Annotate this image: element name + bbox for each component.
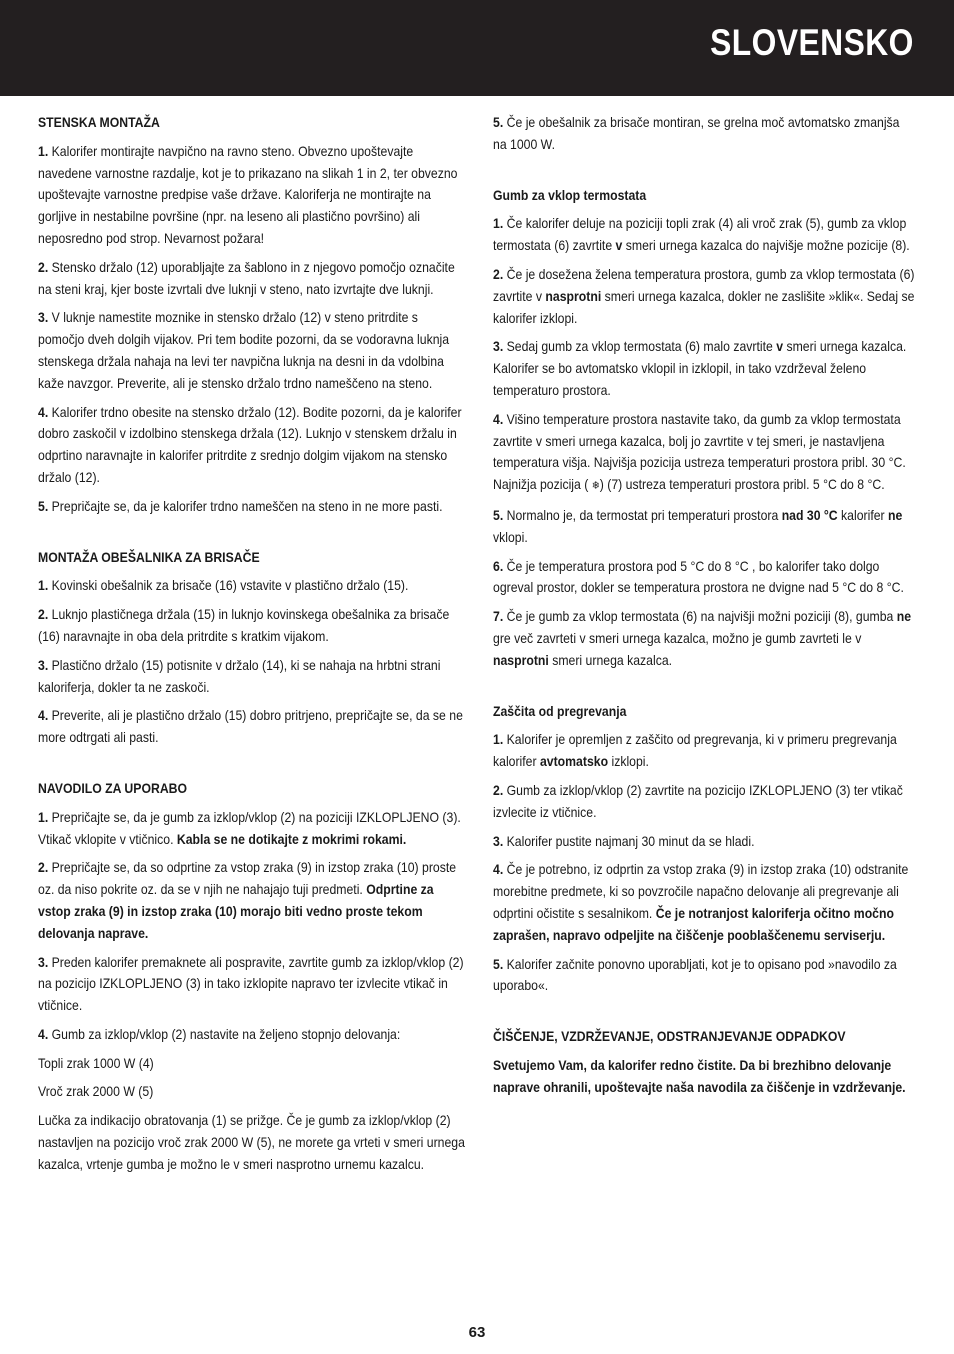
page-number: 63	[468, 1324, 486, 1341]
paragraph: 3. Plastično držalo (15) potisnite v držalo (14), ki se nahaja na hrbtni strani kaloriferja, dokler ta ne zaskoči.	[38, 656, 441, 695]
section-wall-mounting	[38, 112, 467, 518]
left-column	[38, 112, 467, 1183]
paragraph: 7. Če je gumb za vklop termostata (6) na najvišji možni poziciji (8), gumba ne gre več zavrteti v smeri urnega kazalca, možno je gumb zavrteti le v nasprotni smeri urnega kazalca.	[493, 608, 912, 668]
snowflake-icon: ❄	[591, 480, 600, 493]
header-bar	[0, 0, 954, 96]
paragraph: 3. V luknje namestite moznike in stensko držalo (12) v steno pritrdite s pomočjo dveh dolgih vijakov. Pri tem bodite pozorni, da se vodoravna luknja stenskega držala nahaja na levi ter navpična luknja na desni in da vdolbina kaže navzgor. Preverite, ali je stensko držalo trdno nameščeno na steno.	[38, 309, 450, 391]
paragraph: Vroč zrak 2000 W (5)	[38, 1083, 154, 1100]
paragraph: 1. Če kalorifer deluje na poziciji topli zrak (4) ali vroč zrak (5), gumb za vklop termostata (6) zavrtite v smeri urnega kazalca do najvišje možne pozicije (8).	[493, 215, 910, 254]
paragraph: 1. Kalorifer montirajte navpično na ravno steno. Obvezno upoštevajte navedene varnostne razdalje, kot je to prikazano na slikah 1 in 2, ter obvezno upoštevajte varnostne predpise vaše države. Kaloriferja ne montirajte na gorljive in nestabilne površine (npr. na leseno ali plastično površino) ali neposredno pod strop. Nevarnost požara!	[38, 142, 458, 246]
paragraph: 3. Sedaj gumb za vklop termostata (6) malo zavrtite v smeri urnega kazalca. Kalorifer se bo avtomatsko vklopil in izklopil, in tako vzdrževal želeno temperaturo prostora.	[493, 338, 907, 398]
paragraph: 6. Če je temperatura prostora pod 5 °C do 8 °C , bo kalorifer tako dolgo ogreval prostor, dokler se temperatura prostora ne dvigne nad 5 °C do 8 °C.	[493, 557, 904, 596]
paragraph: 2. Če je dosežena želena temperatura prostora, gumb za vklop termostata (6) zavrtite v nasprotni smeri urnega kazalca, dokler ne zaslišite »klik«. Sedaj se kalorifer izklopi.	[493, 265, 915, 326]
section-heading: NAVODILO ZA UPORABO	[38, 779, 188, 796]
paragraph: Lučka za indikacijo obratovanja (1) se prižge. Če je gumb za izklop/vklop (2) nastavljen na pozicijo vroč zrak 2000 W (5), ne morete ga vrteti v smeri urnega kazalca, vrtenje gumba je možno le v smeri nasprotno urnemu kazalcu.	[38, 1112, 465, 1172]
section-heading: Zaščita od pregrevanja	[493, 702, 627, 719]
paragraph: 1. Kovinski obešalnik za brisače (16) vstavite v plastično držalo (15).	[38, 577, 409, 594]
paragraph: 4. Gumb za izklop/vklop (2) nastavite na željeno stopnjo delovanja:	[38, 1025, 401, 1042]
paragraph: 4. Višino temperature prostora nastavite tako, da gumb za vklop termostata zavrtite v smeri urnega kazalca, bolj jo zavrtite v tej smeri, je nastavljena temperatura višja. Najvišja pozicija ustreza temperaturi prostora pribl. 30 °C. Najnižja pozicija ( ❄) (7) ustreza temperaturi prostora pribl. 5 °C do 8 °C.	[493, 410, 906, 493]
section-heading: Gumb za vklop termostata	[493, 186, 647, 203]
section-heading: MONTAŽA OBEŠALNIKA ZA BRISAČE	[38, 548, 260, 565]
paragraph: 3. Kalorifer pustite najmanj 30 minut da se hladi.	[493, 832, 755, 849]
paragraph: 5. Normalno je, da termostat pri temperaturi prostora nad 30 °C kalorifer ne vklopi.	[493, 506, 903, 545]
paragraph: Svetujemo Vam, da kalorifer redno čistite. Da bi brezhibno delovanje naprave ohranili, upoštevajte naša navodila za čiščenje in vzdrževanje.	[493, 1056, 906, 1095]
paragraph: 3. Preden kalorifer premaknete ali pospravite, zavrtite gumb za izklop/vklop (2) na pozicijo IZKLOPLJENO (3) in tako izklopite napravo ter izvlecite vtikač in vtičnice.	[38, 953, 464, 1014]
section-usage-instructions	[38, 778, 467, 1176]
language-title: SLOVENSKO	[710, 22, 914, 63]
section-overheat-protection	[493, 701, 915, 998]
section-heading: STENSKA MONTAŽA	[38, 114, 160, 130]
paragraph: 2. Gumb za izklop/vklop (2) zavrtite na pozicijo IZKLOPLJENO (3) ter vtikač izvlecite iz vtičnice.	[493, 781, 903, 820]
paragraph: 1. Kalorifer je opremljen z zaščito od pregrevanja, ki v primeru pregrevanja kalorifer avtomatsko izklopi.	[493, 731, 897, 770]
paragraph: 4. Če je potrebno, iz odprtin za vstop zraka (9) in izstop zraka (10) odstranite morebitne predmete, ki so povzročile napačno delovanje ali pregrevanje ali odprtini očistite s sesalnikom. Če je notranjost kaloriferja očitno močno zaprašen, napravo odpeljite na čiščenje pooblaščenemu serviserju.	[493, 861, 909, 943]
section-usage-continued	[493, 112, 915, 156]
section-thermostat	[493, 185, 915, 672]
section-towel-holder	[38, 547, 467, 749]
paragraph: 2. Stensko držalo (12) uporabljajte za šablono in z njegovo pomočjo označite na steni kraj, kjer boste izvrtali dve luknji v steno, nato izvrtajte dve luknji.	[38, 258, 455, 297]
right-column	[493, 112, 915, 1105]
paragraph: Topli zrak 1000 W (4)	[38, 1054, 154, 1071]
paragraph: 4. Kalorifer trdno obesite na stensko držalo (12). Bodite pozorni, da je kalorifer dobro zaskočil v izdolbino stenskega držala (12). Luknjo v stenskem držalu in odprtino naravnajte in kalorifer pritrdite z srednjo dolgim vijakom na stensko držalo (12).	[38, 403, 462, 485]
paragraph: 2. Prepričajte se, da so odprtine za vstop zraka (9) in izstop zraka (10) proste oz. da niso pokrite oz. da se v njih ne nahajajo tuji predmeti. Odprtine za vstop zraka (9) in izstop zraka (10) morajo biti vedno proste tekom delovanja naprave.	[38, 859, 457, 941]
paragraph: 1. Prepričajte se, da je gumb za izklop/vklop (2) na poziciji IZKLOPLJENO (3). Vtikač vklopite v vtičnico. Kabla se ne dotikajte z mokrimi rokami.	[38, 808, 461, 847]
paragraph: 2. Luknjo plastičnega držala (15) in luknjo kovinskega obešalnika za brisače (16) naravnajte in oba dela pritrdite s kratkim vijakom.	[38, 606, 450, 644]
section-cleaning-maintenance	[493, 1026, 915, 1098]
section-heading: ČIŠČENJE, VZDRŽEVANJE, ODSTRANJEVANJE ODPADKOV	[493, 1028, 846, 1045]
paragraph: 5. Kalorifer začnite ponovno uporabljati, kot je to opisano pod »navodilo za uporabo«.	[493, 955, 897, 994]
paragraph: 4. Preverite, ali je plastično držalo (15) dobro pritrjeno, prepričajte se, da se ne more odtrgati ali pasti.	[38, 707, 463, 746]
paragraph: 5. Prepričajte se, da je kalorifer trdno nameščen na steno in ne more pasti.	[38, 497, 443, 514]
paragraph: 5. Če je obešalnik za brisače montiran, se grelna moč avtomatsko zmanjša na 1000 W.	[493, 114, 900, 152]
